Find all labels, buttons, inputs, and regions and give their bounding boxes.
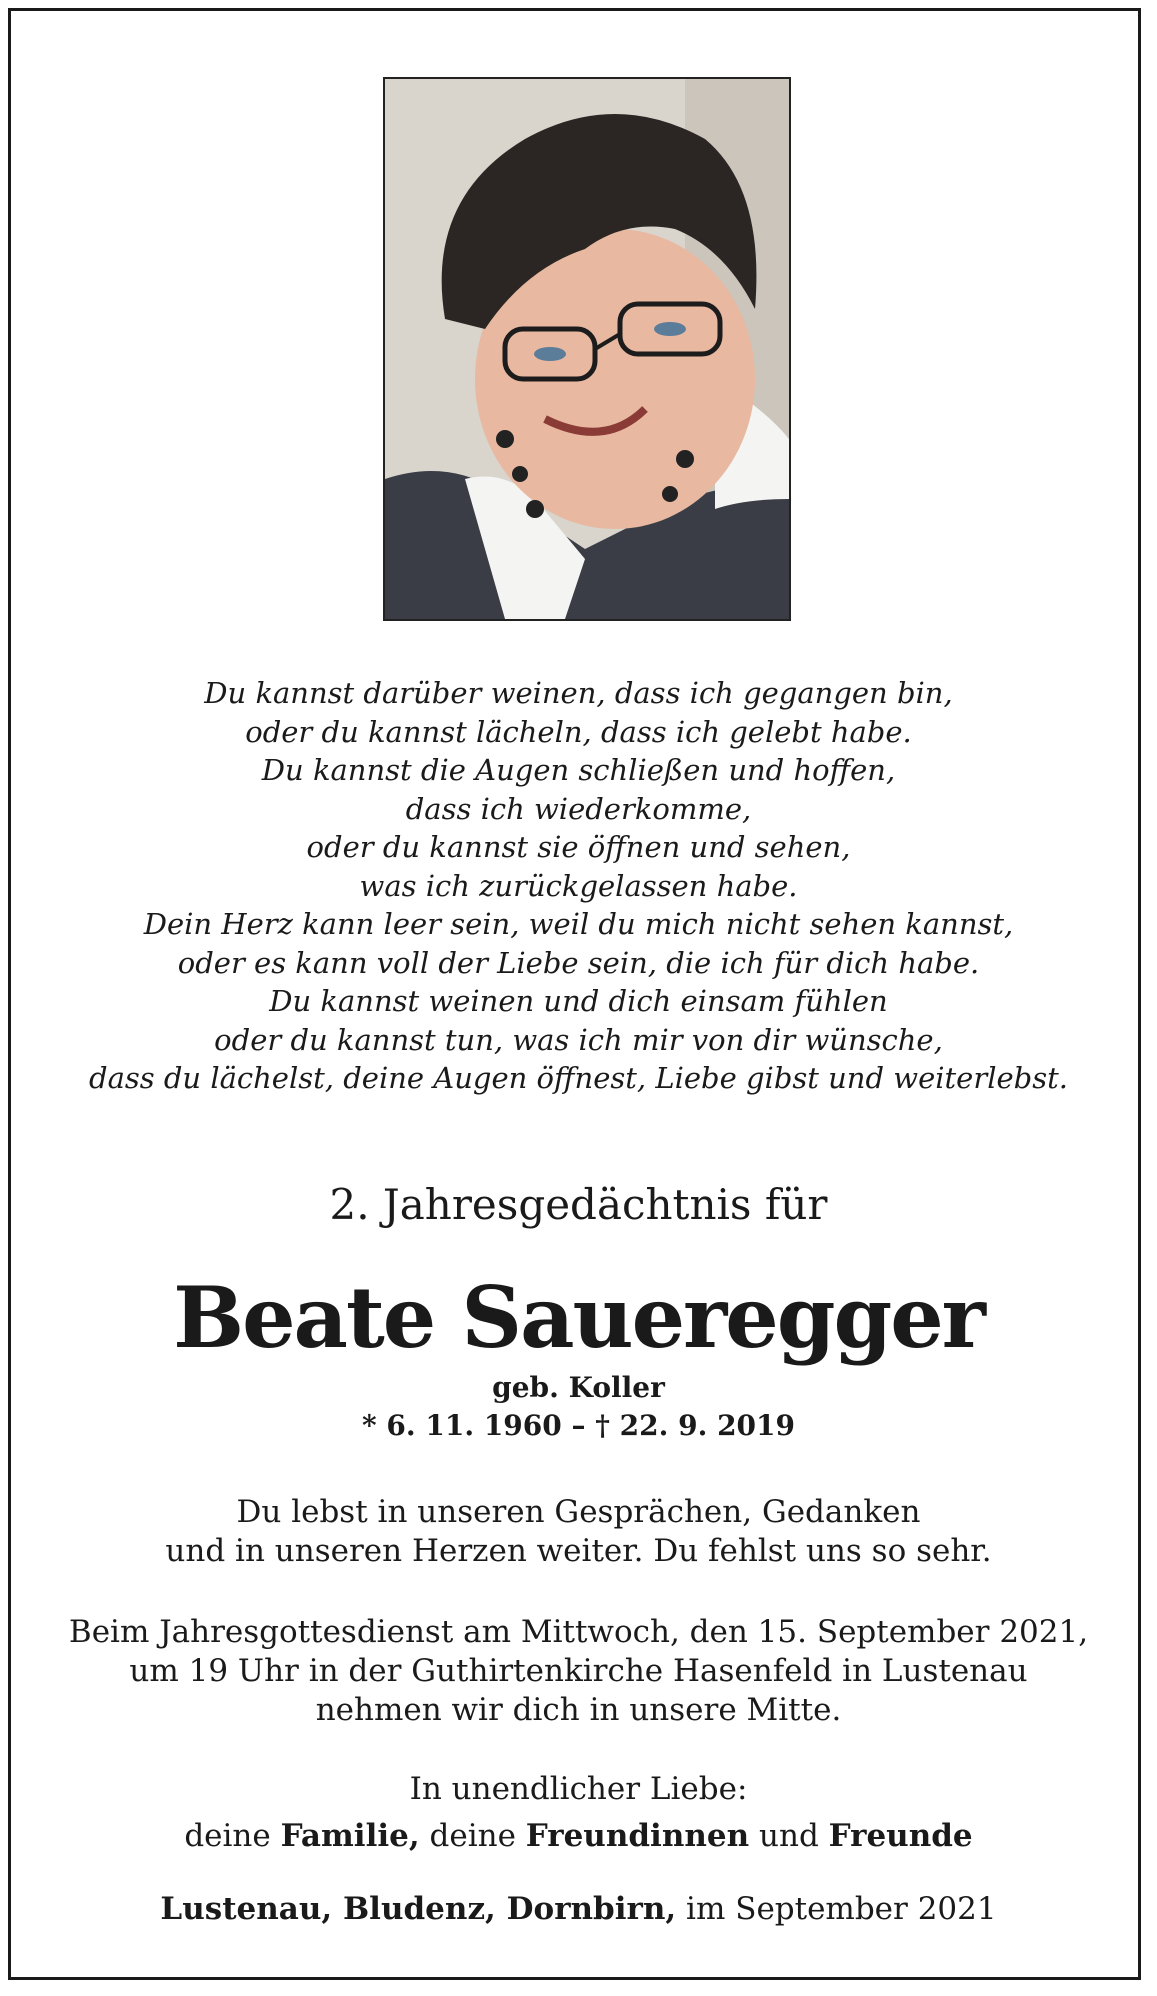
poem-line: Dein Herz kann leer sein, weil du mich nicht sehen kannst, (143, 907, 1014, 941)
remembrance-line: und in unseren Herzen weiter. Du fehlst uns so sehr. (165, 1533, 992, 1569)
poem-line: oder du kannst sie öffnen und sehen, (306, 830, 851, 864)
date: im September 2021 (676, 1891, 997, 1927)
poem-line: Du kannst darüber weinen, dass ich gegangen bin, (204, 676, 953, 710)
deceased-name: Beate Saueregger (173, 1268, 984, 1367)
portrait-photo (383, 77, 791, 621)
place-date (0, 1890, 1157, 1929)
life-dates: * 6. 11. 1960 – † 22. 9. 2019 (361, 1409, 795, 1442)
poem (0, 674, 1157, 1098)
mourners-friends: Freunde (828, 1818, 973, 1854)
poem-line: oder du kannst tun, was ich mir von dir wünsche, (214, 1022, 943, 1057)
mourners-and: und (749, 1818, 829, 1854)
closing-text (0, 1770, 1157, 1856)
mourners-family: Familie, (280, 1818, 420, 1854)
service-line: Beim Jahresgottesdienst am Mittwoch, den 15. September 2021, (68, 1614, 1089, 1650)
places: Lustenau, Bludenz, Dornbirn, (160, 1891, 677, 1927)
mourners-prefix: deine (184, 1818, 281, 1854)
remembrance-text (0, 1493, 1157, 1571)
service-text (0, 1613, 1157, 1730)
poem-line: oder es kann voll der Liebe sein, die ich für dich habe. (177, 945, 980, 980)
service-line: um 19 Uhr in der Guthirtenkirche Hasenfeld in Lustenau (129, 1653, 1028, 1689)
memorial-intro: 2. Jahresgedächtnis für (329, 1180, 828, 1229)
poem-line: was ich zurückgelassen habe. (359, 868, 798, 903)
remembrance-line: Du lebst in unseren Gesprächen, Gedanken (236, 1494, 921, 1530)
poem-line: oder du kannst lächeln, dass ich gelebt habe. (245, 714, 912, 749)
mourners-girlfriends: Freundinnen (525, 1818, 750, 1854)
service-line: nehmen wir dich in unsere Mitte. (315, 1692, 842, 1728)
mourners-joiner: deine (419, 1818, 526, 1854)
mourners-line (0, 1817, 1157, 1856)
portrait-illustration (385, 79, 789, 619)
poem-line: dass du lächelst, deine Augen öffnest, Liebe gibst und weiterlebst. (89, 1061, 1068, 1095)
birth-name: geb. Koller (492, 1371, 665, 1404)
poem-line: Du kannst die Augen schließen und hoffen, (261, 753, 896, 787)
closing-line: In unendlicher Liebe: (409, 1771, 748, 1807)
poem-line: dass ich wiederkomme, (405, 791, 752, 826)
poem-line: Du kannst weinen und dich einsam fühlen (269, 984, 888, 1018)
